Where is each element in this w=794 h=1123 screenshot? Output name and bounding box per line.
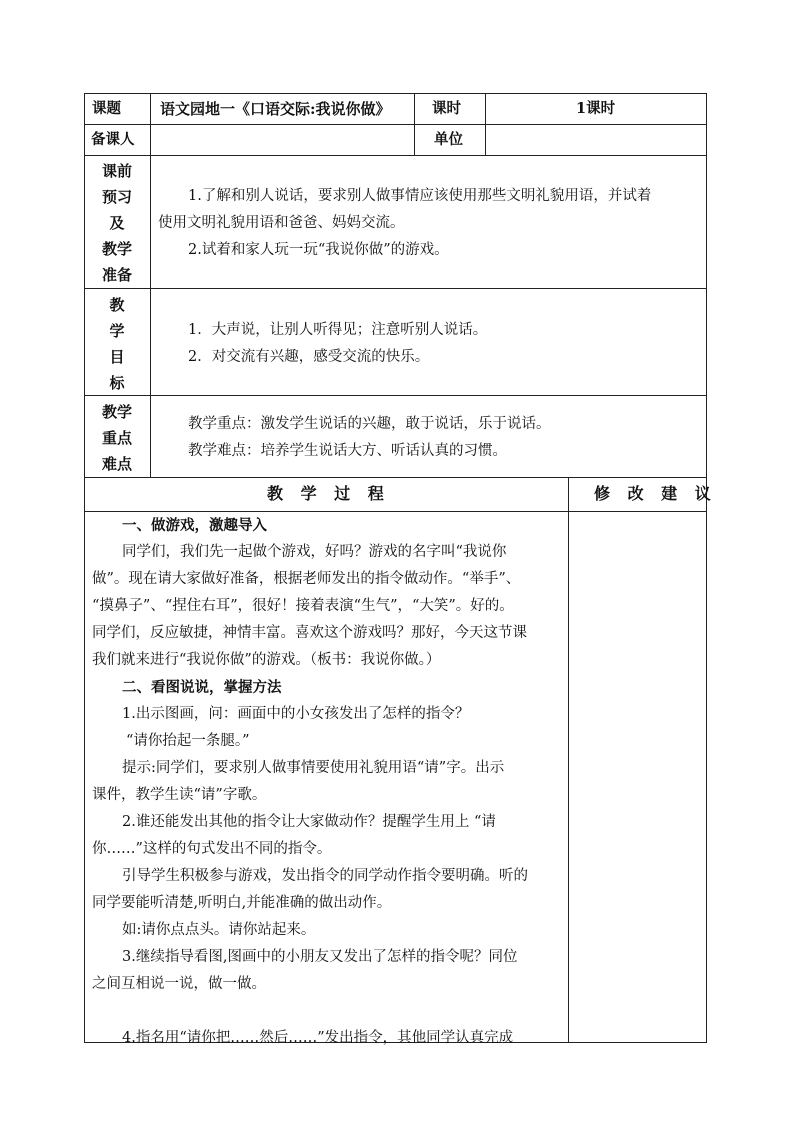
- keypoints-label-line: 重点: [101, 429, 132, 447]
- keypoints-line: 教学难点：培养学生说话大方、听话认真的习惯。: [188, 443, 507, 459]
- prep-line: 1.了解和别人说话，要求别人做事情应该使用那些文明礼貌用语，并试着: [188, 188, 652, 204]
- goals-line: 1．大声说，让别人听得见；注意听别人说话。: [188, 322, 488, 338]
- keypoints-label-line: 难点: [101, 455, 132, 473]
- process-line: 做”。现在请大家做好准备，根据老师发出的指令做动作。“举手”、: [92, 571, 521, 587]
- process-line: 提示:同学们，要求别人做事情要使用礼貌用语“请”字。出示: [122, 760, 505, 776]
- process-line: 1.出示图画，问：画面中的小女孩发出了怎样的指令？: [122, 706, 470, 722]
- lesson-plan-table: [84, 93, 717, 1046]
- keypoints-content: [188, 411, 551, 465]
- table-border-top: [84, 93, 707, 94]
- process-line: 如:请你点点头。请你站起来。: [122, 922, 316, 938]
- prep-label-line: 预习: [101, 188, 132, 206]
- process-line: 4.指名用“请你把……然后……”发出指令，其他同学认真完成: [122, 1030, 514, 1046]
- prep-line: 使用文明礼貌用语和爸爸、妈妈交流。: [158, 215, 405, 231]
- process-line: 我们就来进行“我说你做”的游戏。（板书：我说你做。）: [92, 652, 441, 668]
- process-line: 之间互相说一说，做一做。: [92, 976, 266, 992]
- table-border-right: [706, 93, 707, 1043]
- preparer-label: 备课人: [91, 131, 135, 148]
- goals-label-line: 标: [109, 374, 125, 392]
- process-line: 你……”这样的句式发出不同的指令。: [92, 841, 332, 857]
- hours-value: 1课时: [576, 100, 616, 117]
- goals-label-line: 学: [109, 322, 125, 340]
- process-line: 2.谁还能发出其他的指令让大家做动作？提醒学生用上 “请: [122, 814, 496, 830]
- keypoints-line: 教学重点：激发学生说话的兴趣，敢于说话，乐于说话。: [188, 416, 551, 432]
- process-section-title: 二、看图说说，掌握方法: [122, 679, 282, 696]
- row-divider: [84, 288, 707, 289]
- process-line: “摸鼻子”、“捏住右耳”，很好！接着表演“生气”，“大笑”。好的。: [92, 598, 514, 614]
- prep-content: [158, 183, 651, 264]
- process-content: [92, 512, 562, 1052]
- goals-line: 2．对交流有兴趣，感受交流的快乐。: [188, 349, 430, 365]
- keypoints-label: [89, 399, 145, 477]
- prep-label-line: 课前: [101, 162, 132, 180]
- col-divider: [414, 93, 415, 155]
- unit-label: 单位: [434, 131, 463, 148]
- goals-label: [89, 292, 145, 396]
- goals-label-line: 教: [109, 296, 125, 314]
- prep-label-line: 教学: [101, 240, 132, 258]
- prep-label-line: 及: [109, 214, 125, 232]
- topic-label: 课题: [92, 100, 121, 117]
- process-line: 3.继续指导看图,图画中的小朋友又发出了怎样的指令呢？同位: [122, 949, 518, 965]
- process-line: “请你抬起一条腿。”: [126, 733, 250, 749]
- prep-label-line: 准备: [101, 266, 132, 284]
- prep-label: [89, 158, 145, 288]
- prep-line: 2.试着和家人玩一玩“我说你做”的游戏。: [188, 242, 449, 258]
- col-divider: [150, 93, 151, 477]
- row-divider: [84, 395, 707, 396]
- process-line: 引导学生积极参与游戏，发出指令的同学动作指令要明确。听的: [122, 868, 528, 884]
- suggestion-heading: 修 改 建 议: [594, 484, 717, 503]
- process-line: 同学们，我们先一起做个游戏，好吗？游戏的名字叫“我说你: [122, 544, 507, 560]
- row-divider: [84, 155, 707, 156]
- row-divider: [84, 477, 707, 478]
- process-line: 同学要能听清楚,听明白,并能准确的做出动作。: [92, 895, 392, 911]
- hours-label: 课时: [432, 100, 461, 117]
- process-blank-line: [92, 998, 562, 1025]
- process-heading: 教 学 过 程: [267, 484, 390, 503]
- goals-content: [188, 317, 487, 371]
- goals-label-line: 目: [109, 348, 125, 366]
- process-section-title: 一、做游戏，激趣导入: [122, 517, 267, 534]
- row-divider: [84, 124, 707, 125]
- topic-value: 语文园地一《口语交际:我说你做》: [160, 100, 391, 118]
- table-border-left: [84, 93, 85, 1043]
- keypoints-label-line: 教学: [101, 403, 132, 421]
- process-line: 同学们，反应敏捷，神情丰富。喜欢这个游戏吗？那好，今天这节课: [92, 625, 527, 641]
- col-divider: [485, 93, 486, 155]
- process-line: 课件，教学生读“请”字歌。: [92, 787, 267, 803]
- col-divider: [568, 477, 569, 1043]
